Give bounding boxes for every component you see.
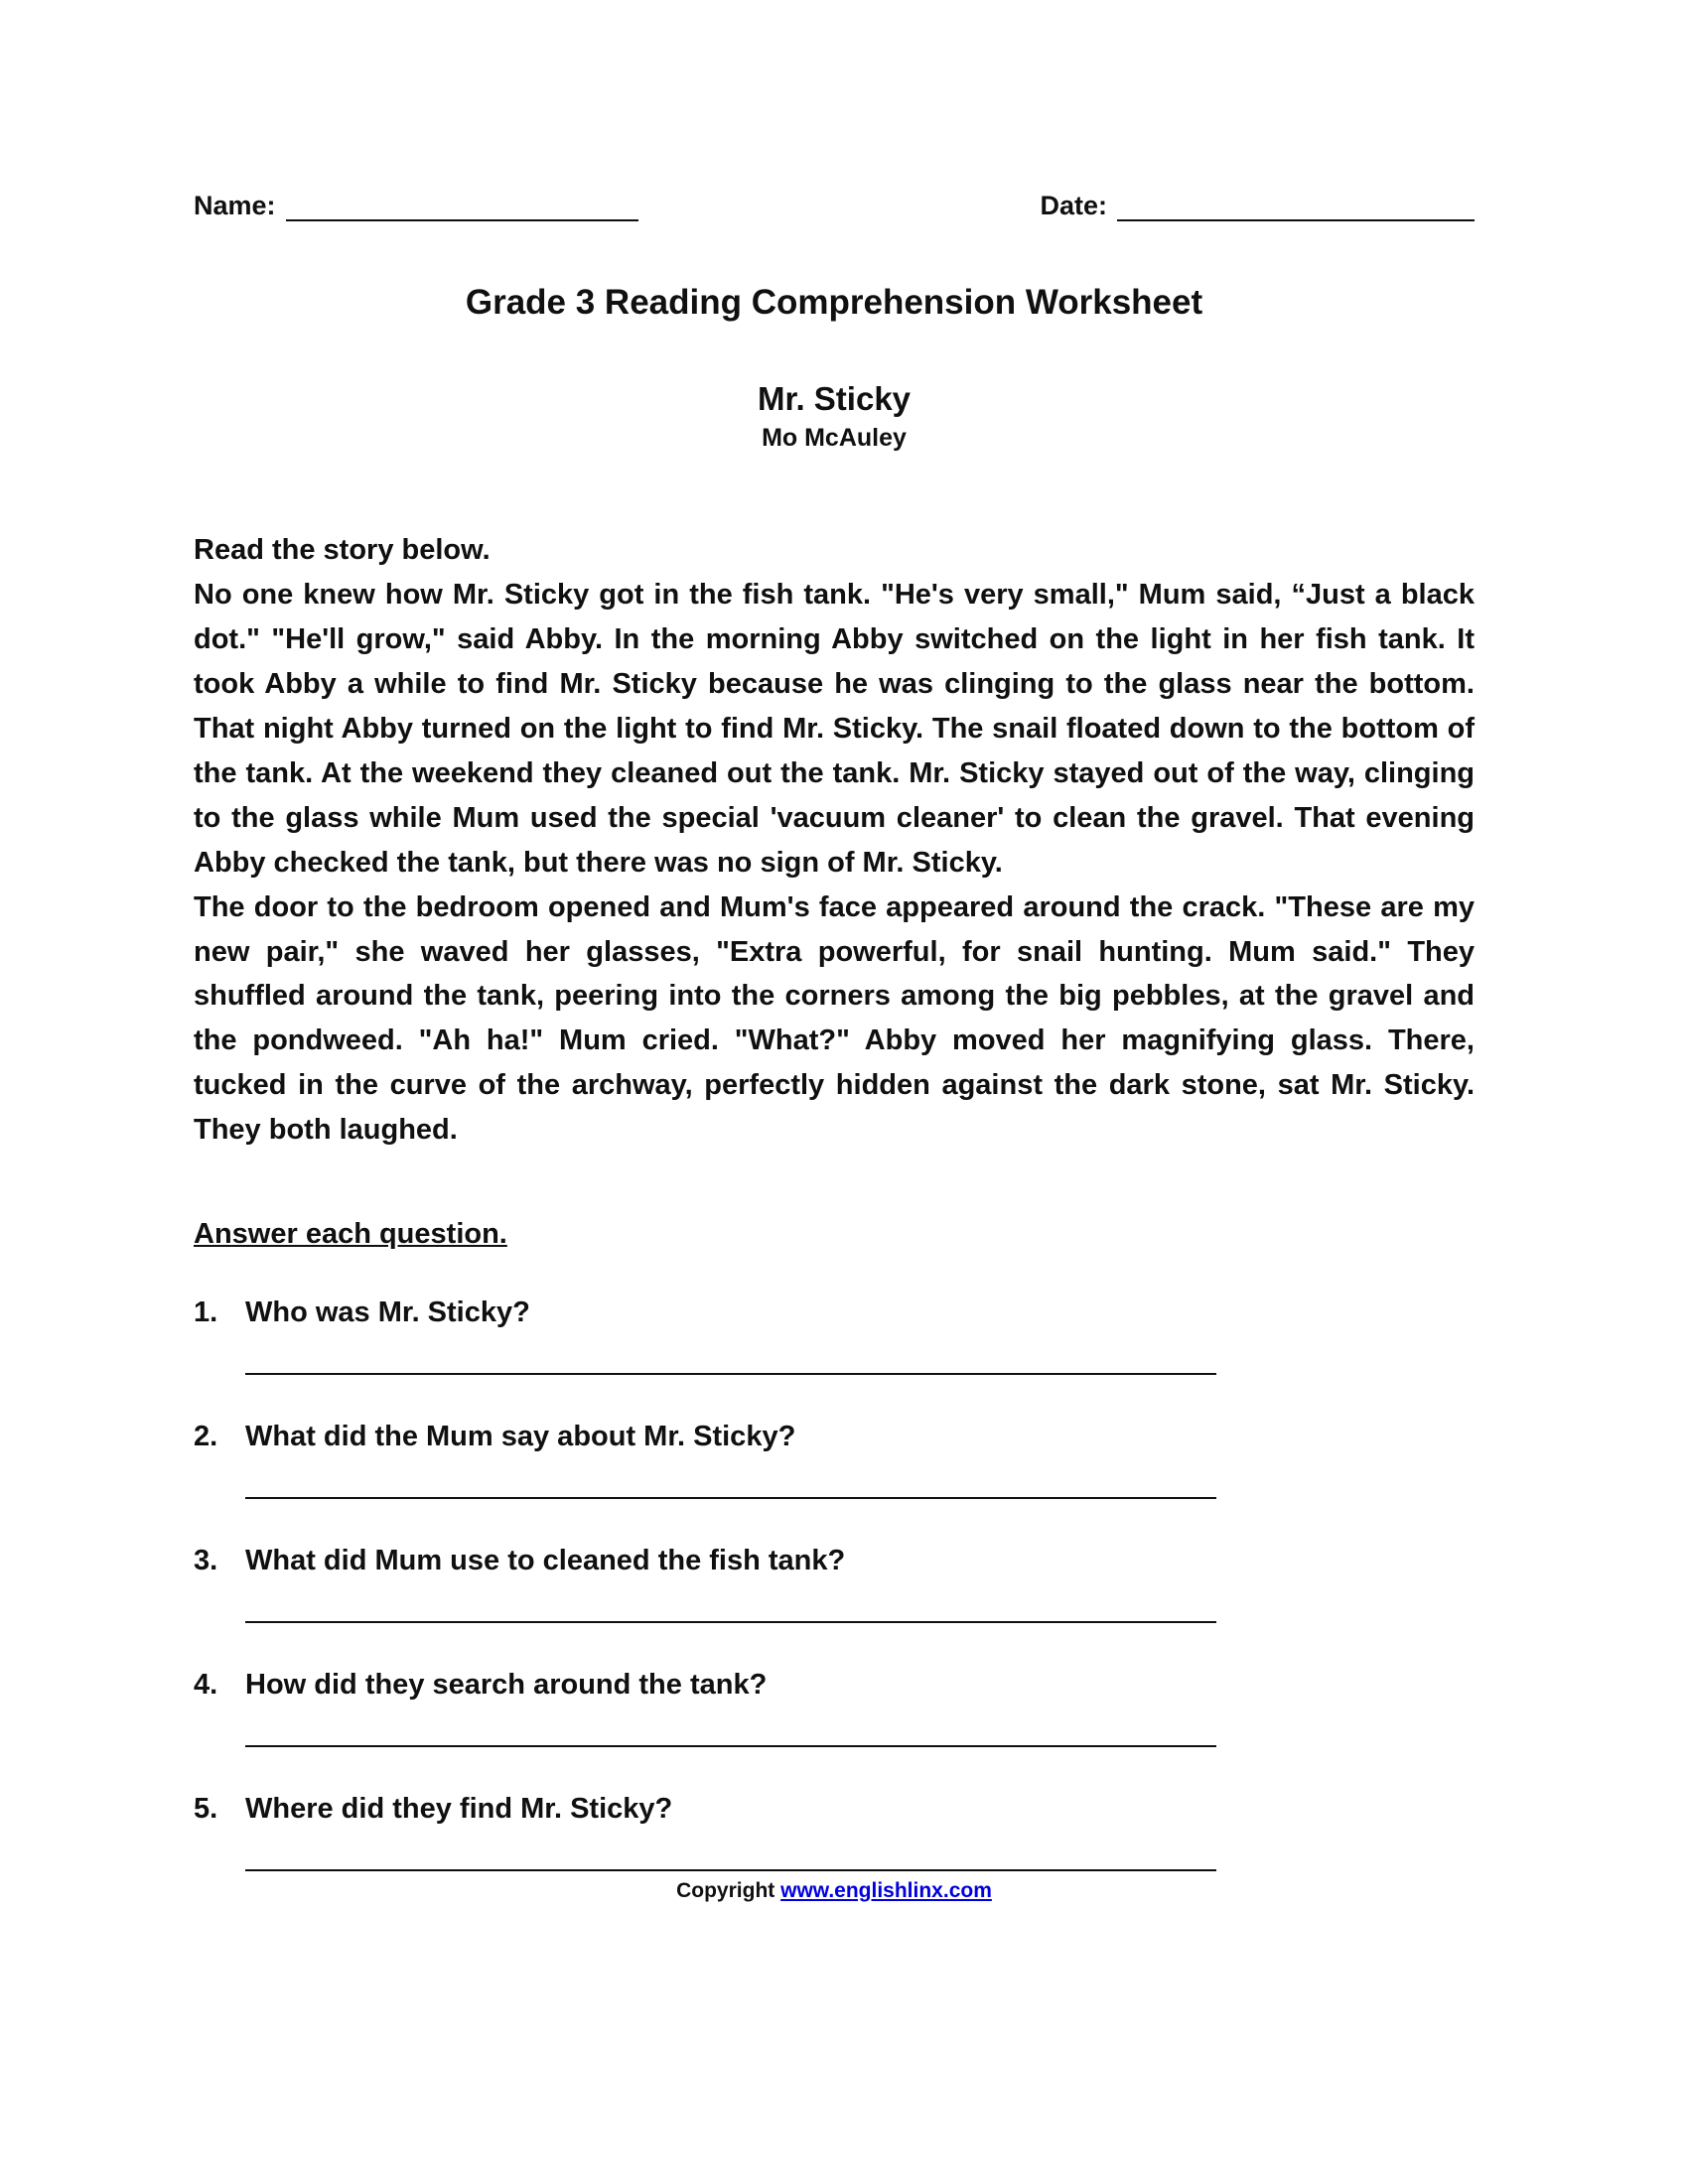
question-text: What did the Mum say about Mr. Sticky? xyxy=(245,1421,796,1453)
story-author: Mo McAuley xyxy=(762,424,907,452)
read-instruction: Read the story below. xyxy=(194,534,491,566)
question-item-2 xyxy=(194,1421,1475,1453)
question-text: How did they search around the tank? xyxy=(245,1669,768,1702)
questions-section xyxy=(194,1297,1475,1871)
story-paragraph-2: The door to the bedroom opened and Mum's face appeared around the crack. "These are my new pair," she waved her glasses, "Extra powerful, for snail hunting. Mum said." They shuffled around the tank, peering into the corners among the big pebbles, at the gravel and the pondweed. "Ah ha!" Mum cried. "What?" Abby moved her magnifying glass. There, tucked in the curve of the archway, perfectly hidden against the dark stone, sat Mr. Sticky. They both laughed. xyxy=(194,890,1475,1147)
question-number: 2. xyxy=(194,1421,218,1453)
answer-blank-line-2 xyxy=(245,1465,1216,1499)
name-date-row xyxy=(194,191,1475,221)
name-label: Name: xyxy=(194,191,276,220)
question-number: 5. xyxy=(194,1793,218,1826)
name-field xyxy=(194,191,638,221)
date-field xyxy=(1040,191,1475,221)
story-body xyxy=(194,573,1475,1153)
question-number: 4. xyxy=(194,1669,218,1702)
answer-blank-line-5 xyxy=(245,1838,1216,1871)
question-text: Where did they find Mr. Sticky? xyxy=(245,1793,673,1826)
question-item-1 xyxy=(194,1297,1475,1329)
question-number: 1. xyxy=(194,1297,218,1329)
worksheet-title: Grade 3 Reading Comprehension Worksheet xyxy=(465,283,1203,322)
question-item-3 xyxy=(194,1545,1475,1577)
answer-blank-line-3 xyxy=(245,1589,1216,1623)
name-blank-line xyxy=(286,192,638,221)
englishlinx-link[interactable]: www.englishlinx.com xyxy=(780,1879,992,1903)
copyright-label: Copyright xyxy=(676,1879,775,1903)
copyright-footer xyxy=(194,1879,1475,1903)
question-item-4 xyxy=(194,1669,1475,1702)
question-item-5 xyxy=(194,1793,1475,1826)
story-paragraph-1: No one knew how Mr. Sticky got in the fish tank. "He's very small," Mum said, “Just a black dot." "He'll grow," said Abby. In the morning Abby switched on the light in her fish tank. It took Abby a while to find Mr. Sticky because he was clinging to the glass near the bottom. That night Abby turned on the light to find Mr. Sticky. The snail floated down to the bottom of the tank. At the weekend they cleaned out the tank. Mr. Sticky stayed out of the way, clinging to the glass while Mum used the special 'vacuum cleaner' to clean the gravel. That evening Abby checked the tank, but there was no sign of Mr. Sticky. xyxy=(194,579,1475,879)
question-text: What did Mum use to cleaned the fish tank? xyxy=(245,1545,846,1577)
story-title: Mr. Sticky xyxy=(757,380,912,417)
date-label: Date: xyxy=(1040,191,1107,220)
question-text: Who was Mr. Sticky? xyxy=(245,1297,530,1329)
answer-blank-line-1 xyxy=(245,1341,1216,1375)
date-blank-line xyxy=(1117,192,1475,221)
answer-blank-line-4 xyxy=(245,1713,1216,1747)
question-number: 3. xyxy=(194,1545,218,1577)
answer-instruction: Answer each question. xyxy=(194,1218,507,1251)
